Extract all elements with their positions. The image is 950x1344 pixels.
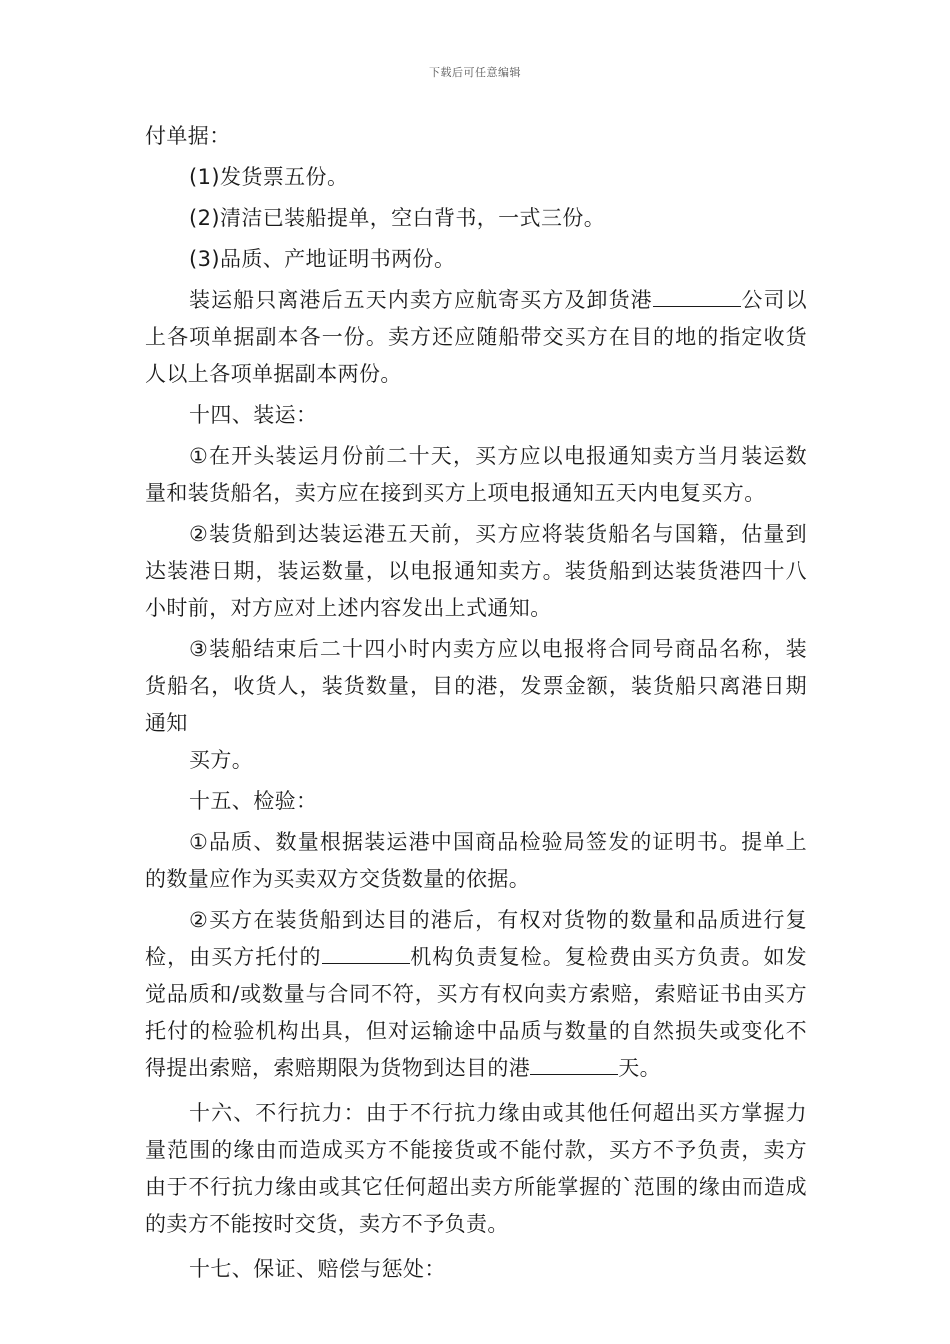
paragraph-mail-docs: [145, 282, 807, 393]
paragraph-shipment-1: ①在开头装运月份前二十天，买方应以电报通知卖方当月装运数量和装货船名，卖方应在接到买方上项电报通知五天内电复买方。: [145, 444, 807, 505]
text-segment: 机构负责复检。复检费由买方负责。如发觉品质和/或数量与合同不符，买方有权向卖方索赔，索赔证书由买方托付的检验机构出具，但对运输途中品质与数量的自然损失或变化不得提出索赔，索赔期限为货物到达目的港: [145, 945, 808, 1080]
paragraph-inspection-2: [145, 902, 807, 1087]
paragraph-shipment-3-cont: 买方。: [189, 748, 254, 772]
text-segment: 天。: [618, 1056, 662, 1080]
fill-in-blank: [653, 288, 741, 307]
document-body: [145, 118, 807, 1288]
section-heading-14: 十四、装运：: [189, 403, 318, 427]
fill-in-blank: [530, 1056, 618, 1075]
paragraph-inspection-1: ①品质、数量根据装运港中国商品检验局签发的证明书。提单上的数量应作为买卖双方交货数量的依据。: [145, 830, 807, 891]
section-heading-15: 十五、检验：: [189, 789, 318, 813]
list-item-bill-of-lading: (2)清洁已装船提单，空白背书，一式三份。: [189, 206, 606, 230]
paragraph-shipment-3: ③装船结束后二十四小时内卖方应以电报将合同号商品名称，装货船名，收货人，装货数量，目的港，发票金额，装货船只离港日期通知: [145, 637, 807, 735]
fill-in-blank: [322, 945, 410, 964]
text-segment: 装运船只离港后五天内卖方应航寄买方及卸货港: [189, 288, 653, 312]
section-heading-17: 十七、保证、赔偿与惩处：: [189, 1257, 446, 1281]
paragraph-payment-docs: 付单据：: [145, 124, 231, 148]
section-force-majeure: 十六、不行抗力：由于不行抗力缘由或其他任何超出买方掌握力量范围的缘由而造成买方不能接货或不能付款，买方不予负责，卖方由于不行抗力缘由或其它任何超出卖方所能掌握的`范围的缘由而造成的卖方不能按时交货，卖方不予负责。: [145, 1101, 807, 1236]
list-item-certificate: (3)品质、产地证明书两份。: [189, 247, 456, 271]
list-item-invoice: (1)发货票五份。: [189, 165, 349, 189]
paragraph-shipment-2: ②装货船到达装运港五天前，买方应将装货船名与国籍，估量到达装港日期，装运数量，以电报通知卖方。装货船到达装货港四十八小时前，对方应对上述内容发出上式通知。: [145, 522, 807, 620]
text-segment: ②买方在装货船到达目的港后，有权对货物的数量和品质进行复检，由买方托付的: [145, 908, 807, 969]
text-segment: 公司以上各项单据副本各一份。卖方还应随船带交买方在目的地的指定收货人以上各项单据副本两份。: [145, 288, 807, 386]
page-header: 下载后可任意编辑: [429, 66, 521, 79]
